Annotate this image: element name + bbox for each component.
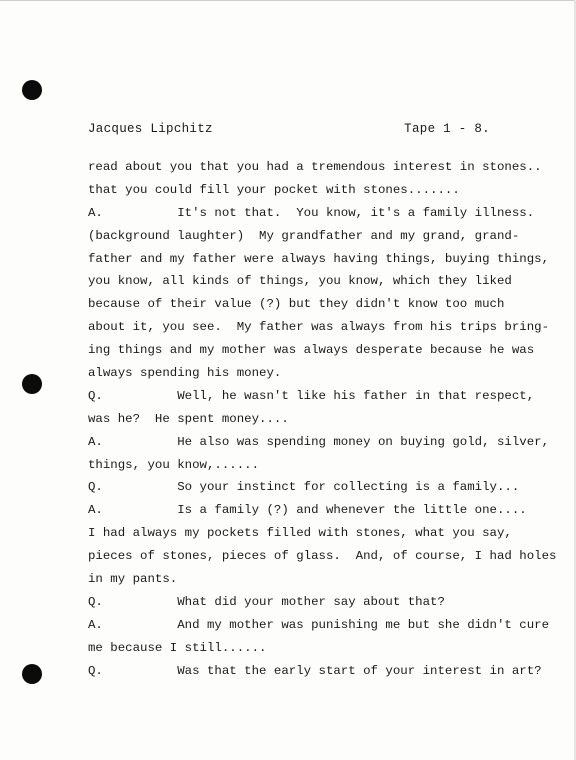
interviewee-name: Jacques Lipchitz xyxy=(88,122,213,136)
transcript-line: (background laughter) My grandfather and my grand, grand- xyxy=(88,228,520,243)
transcript-line: A. Is a family (?) and whenever the little one.... xyxy=(88,503,527,518)
transcript-line: you know, all kinds of things, you know, which they liked xyxy=(88,274,512,289)
transcript-line: A. It's not that. You know, it's a family illness. xyxy=(88,205,535,220)
transcript-line: in my pants. xyxy=(88,572,178,587)
transcript-line: I had always my pockets filled with stones, what you say, xyxy=(88,526,512,541)
transcript-body xyxy=(88,156,557,682)
transcript-line: because of their value (?) but they didn't know too much xyxy=(88,297,505,312)
binder-hole-top xyxy=(22,80,42,100)
transcript-line: ing things and my mother was always desperate because he was xyxy=(88,343,535,358)
binder-hole-bottom xyxy=(22,664,42,684)
transcript-line: Q. What did your mother say about that? xyxy=(88,594,445,609)
transcript-line: was he? He spent money.... xyxy=(88,411,289,426)
transcript-line: Q. So your instinct for collecting is a family... xyxy=(88,480,520,495)
transcript-line: Q. Well, he wasn't like his father in that respect, xyxy=(88,388,535,403)
transcript-line: read about you that you had a tremendous interest in stones.. xyxy=(88,160,542,174)
transcript-line: pieces of stones, pieces of glass. And, of course, I had holes xyxy=(88,549,557,564)
transcript-line: about it, you see. My father was always from his trips bring- xyxy=(88,320,550,335)
transcript-line: Q. Was that the early start of your interest in art? xyxy=(88,663,542,678)
binder-hole-middle xyxy=(22,374,42,394)
page-top-edge xyxy=(0,0,576,1)
transcript-line: that you could fill your pocket with stones....... xyxy=(88,182,460,197)
transcript-line: me because I still...... xyxy=(88,640,267,655)
transcript-line: always spending his money. xyxy=(88,366,282,381)
tape-number: Tape 1 - 8. xyxy=(404,122,490,136)
transcript-line: A. He also was spending money on buying gold, silver, xyxy=(88,434,550,449)
transcript-line: father and my father were always having things, buying things, xyxy=(88,251,550,266)
transcript-line: things, you know,...... xyxy=(88,457,260,472)
transcript-line: A. And my mother was punishing me but she didn't cure xyxy=(88,617,550,632)
